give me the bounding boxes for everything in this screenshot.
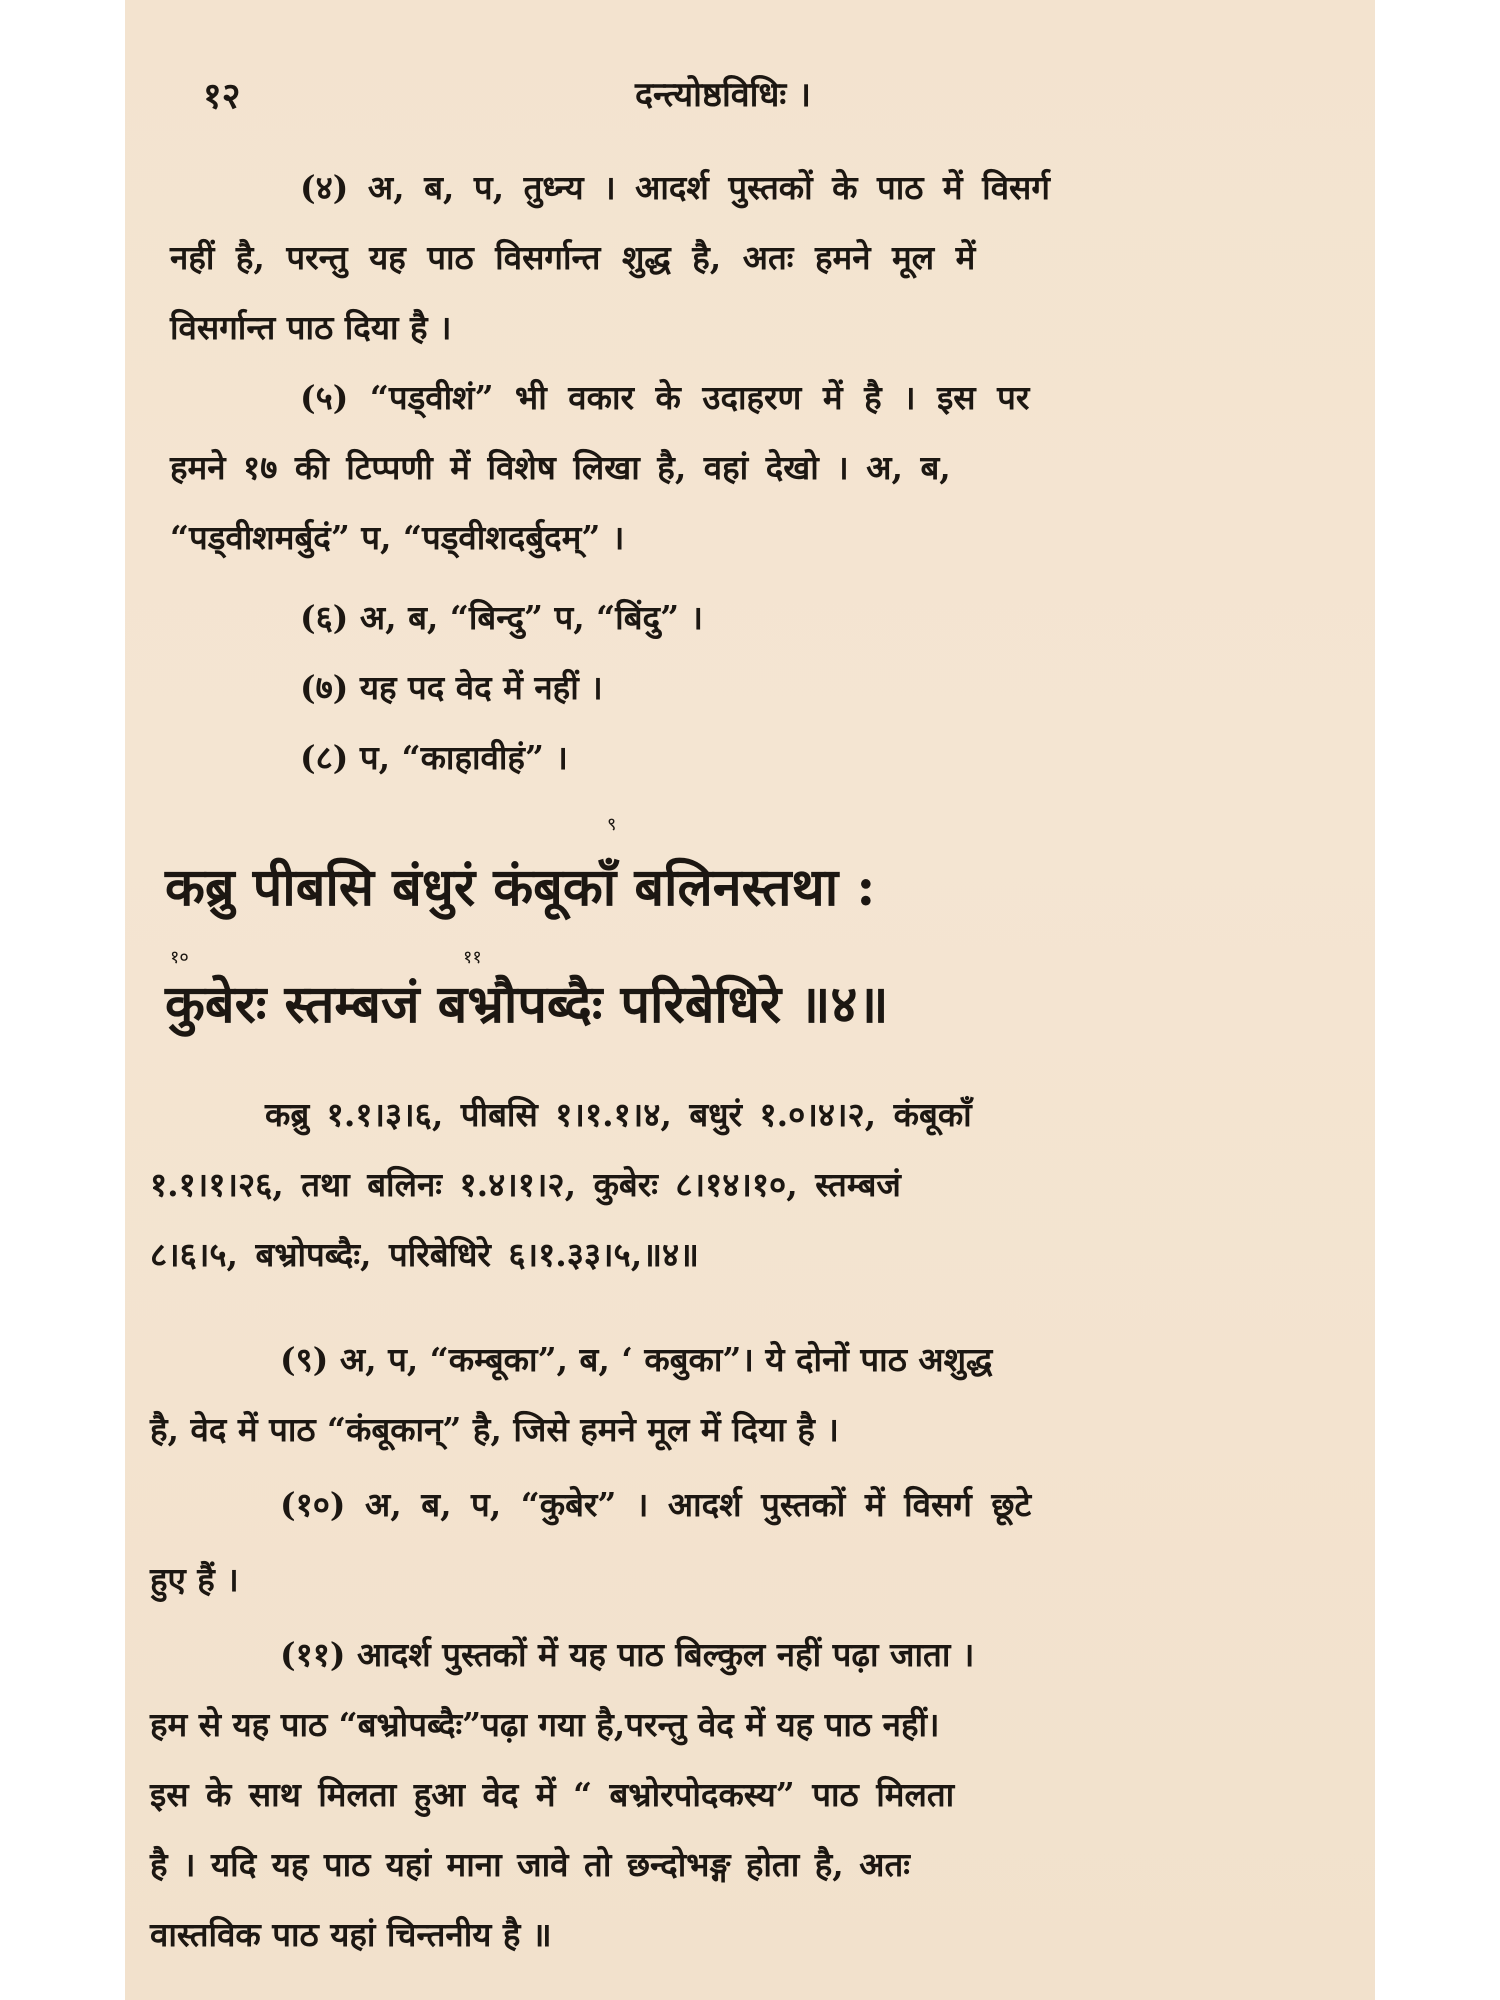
note-6: (६) अ, ब, “बिन्दु” प, “बिंदु” । <box>300 598 704 637</box>
note-7: (७) यह पद वेद में नहीं । <box>300 668 603 707</box>
book-page <box>125 0 1375 2000</box>
verse-line-2: कुबेरः स्तम्बजं बभ्रौपब्दैः परिबेधिरे ॥४॥ <box>165 974 889 1035</box>
scan-margin <box>1375 0 1500 2000</box>
verse-ref-10: १० <box>170 947 189 968</box>
reference-line-1: कब्रु १.१।३।६, पीबसि १।१.१।४, बधुरं १.०।४।२, कंबूकाँ <box>265 1095 972 1134</box>
note-5-line-3: “पड्वीशमर्बुदं” प, “पड्वीशदर्बुदम्” । <box>170 518 625 557</box>
note-4-line-1: (४) अ, ब, प, तुध्न्य । आदर्श पुस्तकों के पाठ में विसर्ग <box>300 168 1050 207</box>
note-8: (८) प, “काहावीहं” । <box>300 738 568 777</box>
note-4-line-2: नहीं है, परन्तु यह पाठ विसर्गान्त शुद्ध है, अतः हमने मूल में <box>170 238 976 277</box>
note-11-line-2: हम से यह पाठ “बभ्रोपब्दैः”पढ़ा गया है,परन्तु वेद में यह पाठ नहीं। <box>150 1705 940 1744</box>
reference-line-3: ८।६।५, बभ्रोपब्दैः, परिबेधिरे ६।१.३३।५,॥४॥ <box>150 1235 699 1274</box>
note-5-line-1: (५) “पड्वीशं” भी वकार के उदाहरण में है । इस पर <box>300 378 1030 417</box>
note-11-line-4: है । यदि यह पाठ यहां माना जावे तो छन्दोभङ्ग होता है, अतः <box>150 1845 910 1884</box>
verse-ref-11: ११ <box>463 947 482 968</box>
note-11-line-3: इस के साथ मिलता हुआ वेद में “ बभ्रोरपोदकस्य” पाठ मिलता <box>150 1775 955 1814</box>
note-11-line-5: वास्तविक पाठ यहां चिन्तनीय है ॥ <box>150 1915 552 1954</box>
note-10-line-1: (१०) अ, ब, प, “कुबेर” । आदर्श पुस्तकों में विसर्ग छूटे <box>280 1485 1032 1524</box>
verse-line-1: कब्रु पीबसि बंधुरं कंबूकाँ बलिनस्तथा : <box>165 857 876 918</box>
note-9-line-2: है, वेद में पाठ “कंबूकान्” है, जिसे हमने मूल में दिया है । <box>150 1410 839 1449</box>
note-9-line-1: (९) अ, प, “कम्बूका”, ब, ‘ कबुका”। ये दोनों पाठ अशुद्ध <box>280 1340 993 1379</box>
page-number: १२ <box>203 75 241 117</box>
verse-ref-9: ९ <box>607 814 617 835</box>
note-11-line-1: (११) आदर्श पुस्तकों में यह पाठ बिल्कुल नहीं पढ़ा जाता । <box>280 1635 975 1674</box>
note-4-line-3: विसर्गान्त पाठ दिया है । <box>170 308 452 347</box>
reference-line-2: १.१।१।२६, तथा बलिनः १.४।१।२, कुबेरः ८।१४।१०, स्तम्बजं <box>150 1165 901 1204</box>
note-10-line-2: हुए हैं । <box>150 1560 239 1599</box>
page-header <box>125 70 1375 120</box>
note-5-line-2: हमने १७ की टिप्पणी में विशेष लिखा है, वहां देखो । अ, ब, <box>170 448 951 487</box>
running-title: दन्त्योष्ठविधिः । <box>635 75 811 115</box>
